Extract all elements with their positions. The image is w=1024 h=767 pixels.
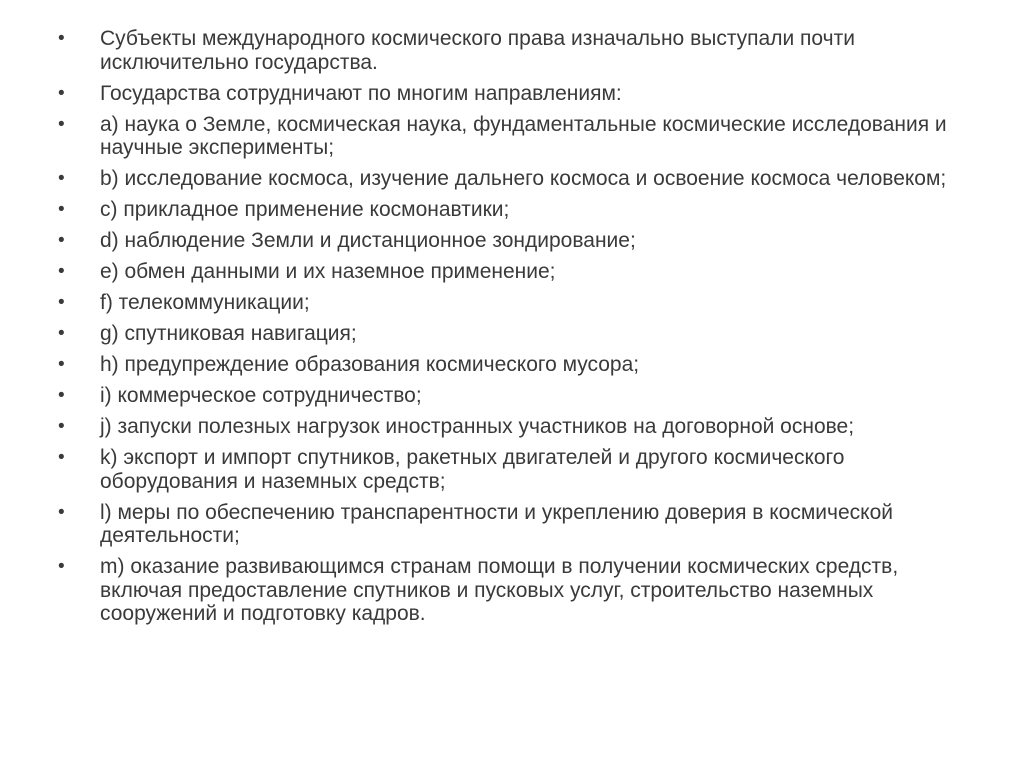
list-item [58, 501, 978, 548]
list-item [58, 167, 978, 191]
bullet-icon: • [58, 230, 65, 251]
list-item [58, 198, 978, 222]
bullet-icon: • [58, 501, 65, 523]
bullet-icon: • [58, 261, 65, 282]
list-item-text: k) экспорт и импорт спутников, ракетных двигателей и другого космического оборудования и наземных средств; [100, 446, 845, 493]
list-item [58, 555, 978, 626]
list-item-text: Субъекты международного космического права изначально выступали почти исключительно государства. [100, 27, 855, 74]
list-item-text: c) прикладное применение космонавтики; [100, 198, 510, 221]
list-item-text: h) предупреждение образования космического мусора; [100, 353, 640, 376]
list-item [58, 384, 978, 408]
bullet-icon: • [58, 28, 65, 49]
bullet-icon: • [58, 556, 65, 577]
list-item [58, 291, 978, 315]
bullet-icon: • [58, 168, 65, 189]
list-item-text: i) коммерческое сотрудничество; [100, 384, 422, 407]
bullet-icon: • [58, 447, 65, 468]
list-item [58, 27, 978, 74]
list-item-text: e) обмен данными и их наземное применение; [100, 260, 556, 283]
list-item [58, 353, 978, 377]
bullet-icon: • [58, 292, 65, 313]
list-item-text: l) меры по обеспечению транспарентности и укреплению доверия в космической деятельности; [100, 500, 893, 547]
list-item-text: d) наблюдение Земли и дистанционное зондирование; [100, 229, 636, 252]
list-item [58, 260, 978, 284]
bullet-icon: • [58, 323, 65, 344]
bullet-icon: • [58, 82, 65, 104]
list-item-text: а) наука о Земле, космическая наука, фундаментальные космические исследования и научные эксперименты; [100, 112, 947, 159]
list-item-text: j) запуски полезных нагрузок иностранных участников на договорной основе; [100, 415, 855, 438]
bullet-icon: • [58, 416, 65, 437]
bullet-icon: • [58, 113, 65, 135]
list-item-text: m) оказание развивающимся странам помощи в получении космических средств, включая предоставление спутников и пусковых услуг, строительство наземных сооружений и подготовку кадров. [100, 555, 899, 625]
bullet-icon: • [58, 385, 65, 406]
list-item [58, 446, 978, 493]
list-item-text: g) спутниковая навигация; [100, 322, 357, 345]
list-item-text: Государства сотрудничают по многим направлениям: [100, 81, 622, 105]
bullet-icon: • [58, 199, 65, 220]
list-item-text: f) телекоммуникации; [100, 291, 310, 314]
list-item-text: b) исследование космоса, изучение дальнего космоса и освоение космоса человеком; [100, 167, 947, 190]
bullet-icon: • [58, 354, 65, 375]
list-item [58, 113, 978, 160]
list-item [58, 415, 978, 439]
list-item [58, 82, 978, 106]
list-item [58, 322, 978, 346]
list-item [58, 229, 978, 253]
bullet-list [58, 27, 978, 633]
